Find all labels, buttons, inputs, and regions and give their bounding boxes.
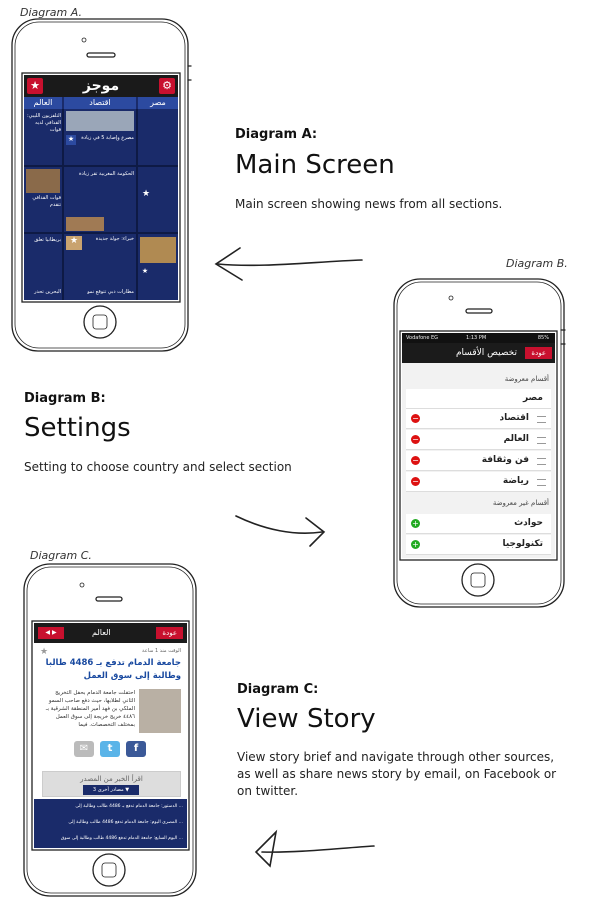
add-icon[interactable]: + (412, 519, 419, 528)
twitter-icon[interactable]: t (100, 741, 120, 757)
arrow-to-phone-c (262, 846, 374, 852)
hidden-section-row[interactable] (406, 535, 551, 555)
read-source-button[interactable] (42, 771, 181, 797)
diagram-a-label: Diagram A. (20, 6, 82, 19)
section-label: اقتصاد (499, 413, 529, 423)
clock: 1:13 PM (466, 335, 487, 341)
favorite-star-icon[interactable]: ★ (40, 647, 49, 657)
diagram-c-description: View story brief and navigate through other sources, as well as share news story by email, on Facebook or on twitter. (237, 750, 557, 798)
diagram-b-heading: Diagram B: (24, 391, 106, 406)
story-item[interactable]: مصرع وإصابة 5 في زيادة (81, 135, 134, 141)
read-source-label: اقرأ الخبر من المصدر (80, 775, 143, 783)
story-photo (139, 689, 181, 733)
email-icon[interactable]: ✉ (74, 741, 94, 757)
prev-next-arrows-icon[interactable]: ◀ ▶ (38, 627, 64, 639)
back-button[interactable]: عودة (156, 627, 183, 639)
settings-gear-icon[interactable]: ⚙ (159, 78, 175, 94)
diagram-b-title: Settings (24, 413, 131, 443)
shown-sections-header: أقسام معروضة (504, 375, 549, 383)
list-item[interactable]: الدستور: جامعة الدمام تدفع بـ 4486 طالب وطالبة إلى ... (75, 804, 183, 809)
section-label: فن وثقافة (481, 455, 529, 465)
column-header-world[interactable]: العالم (24, 97, 62, 109)
diagram-a-title: Main Screen (235, 150, 395, 180)
column-header-egypt[interactable]: مصر (138, 97, 178, 109)
story-item[interactable]: مطارات دبي تتوقع نمو (87, 289, 134, 295)
country-row[interactable] (406, 389, 551, 409)
story-item[interactable]: التلفزيون الليبي: القذافي لديه قوات (26, 113, 61, 133)
battery: 85% (537, 335, 549, 341)
star-icon[interactable]: ★ (67, 135, 75, 143)
section-label: رياضة (502, 476, 529, 486)
nav-bar (402, 343, 555, 363)
story-item[interactable]: خبراء: جولة جديدة (95, 236, 134, 242)
add-icon[interactable]: + (412, 540, 419, 549)
nav-bar (34, 623, 187, 643)
star-icon[interactable]: ★ (66, 236, 82, 250)
related-sources-list (34, 799, 187, 848)
app-logo: موجز (82, 78, 120, 94)
remove-icon[interactable]: − (412, 477, 419, 486)
nav-title: تخصيص الأقسام (455, 348, 517, 358)
star-icon[interactable]: ★ (141, 267, 149, 275)
other-sources-label: 3 مصادر أخرى (92, 787, 124, 793)
story-timestamp: الوقت منذ 1 ساعة (142, 648, 181, 654)
list-item[interactable]: المصري اليوم: جامعة الدمام تدفع 4486 طالب وطالبة إلى ... (68, 820, 183, 825)
drag-handle-icon[interactable] (537, 416, 546, 423)
carrier: Vodafone EG (406, 335, 439, 341)
remove-icon[interactable]: − (412, 414, 419, 423)
story-headline: جامعة الدمام تدفع بـ 4486 طالبا وطالبة إلى سوق العمل (45, 658, 181, 681)
column-header-economy[interactable]: اقتصاد (64, 97, 136, 109)
section-columns (24, 97, 178, 300)
main-screen (24, 75, 178, 300)
country-label: مصر (522, 393, 543, 403)
drag-handle-icon[interactable] (537, 458, 546, 465)
drag-handle-icon[interactable] (537, 437, 546, 444)
settings-screen (402, 333, 555, 558)
story-screen (34, 623, 187, 848)
section-row[interactable] (406, 409, 551, 429)
list-item[interactable]: اليوم السابع: جامعة الدمام تدفع 4486 طالب وطالبة إلى سوق ... (60, 836, 183, 841)
story-item[interactable]: بريطانيا تعلق (34, 237, 61, 243)
story-thumbnail[interactable] (66, 111, 134, 131)
story-thumbnail[interactable] (26, 169, 60, 193)
nav-title: العالم (92, 628, 111, 637)
diagram-c-label: Diagram C. (30, 549, 92, 562)
facebook-icon[interactable]: f (126, 741, 146, 757)
diagram-b-description: Setting to choose country and select section (24, 460, 292, 474)
section-row[interactable] (406, 430, 551, 450)
drag-handle-icon[interactable] (537, 479, 546, 486)
section-label: العالم (503, 434, 529, 444)
app-header (24, 75, 178, 97)
other-sources-dropdown[interactable] (83, 785, 139, 795)
section-label: حوادث (514, 518, 543, 528)
diagram-a-description: Main screen showing news from all sections. (235, 197, 503, 211)
section-label: تكنولوجيا (502, 539, 543, 549)
arrow-to-phone-a (218, 260, 362, 265)
star-icon[interactable]: ★ (141, 189, 151, 199)
remove-icon[interactable]: − (412, 456, 419, 465)
story-item[interactable]: البحرين تحذر (34, 289, 61, 295)
status-bar (402, 333, 555, 343)
hidden-section-row[interactable] (406, 514, 551, 534)
arrow-to-phone-b (236, 516, 322, 533)
diagram-b-label: Diagram B. (506, 257, 568, 270)
diagram-a-heading: Diagram A: (235, 127, 318, 142)
story-item[interactable]: قوات القذافي تتقدم (32, 195, 61, 208)
story-item[interactable]: الحكومة المغربية تقر زيادة (78, 171, 134, 177)
dropdown-arrow-icon: ▼ (125, 787, 130, 793)
hidden-sections-header: أقسام غير معروضة (492, 499, 549, 507)
story-thumbnail[interactable] (66, 217, 104, 231)
back-button[interactable]: عودة (525, 347, 552, 359)
diagram-c-title: View Story (237, 704, 376, 734)
story-body: احتفلت جامعة الدمام بحفل التخريج الثاني لطلابها، حيث دفع صاحب السمو الملكي بن فهد أمير المنطقة الشرقية بـ ٤٤٨٦ خريج خريجة إلى سوق العمل بمختلف التخصصات. فيما (45, 690, 135, 728)
section-row[interactable] (406, 472, 551, 492)
diagram-c-heading: Diagram C: (237, 682, 319, 697)
section-row[interactable] (406, 451, 551, 471)
story-thumbnail[interactable] (140, 237, 176, 263)
favorites-star-icon[interactable]: ★ (27, 78, 43, 94)
remove-icon[interactable]: − (412, 435, 419, 444)
